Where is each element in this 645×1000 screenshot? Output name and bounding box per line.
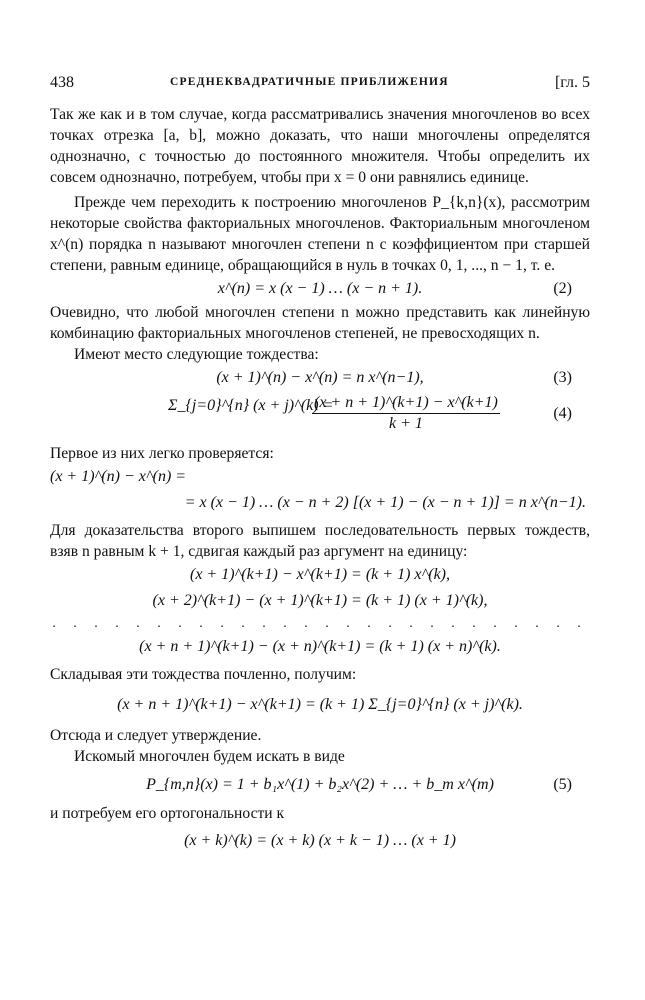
- equation-4-number: (4): [553, 405, 572, 422]
- equation-sum: (x + n + 1)^(k+1) − x^(k+1) = (k + 1) Σ_{j=0}^{n} (x + j)^(k).: [117, 696, 523, 713]
- paragraph-2: Прежде чем переходить к построению многочленов P_{k,n}(x), рассмотрим некоторые свойства факториальных многочленов. Факториальным многочленом x^(n) порядка n называют многочлен степени n с коэффициентом при старшей степени, равным единице, обращающийся в нуль в точках 0, 1, ..., n − 1, т. е.: [50, 194, 590, 274]
- paragraph-4: Имеют место следующие тождества:: [74, 346, 319, 363]
- equation-check-line-1: (x + 1)^(n) − x^(n) =: [50, 468, 187, 485]
- equation-3-number: (3): [553, 369, 572, 386]
- equation-4-denominator: k + 1: [388, 415, 423, 432]
- paragraph-8: Отсюда и следует утверждение.: [50, 727, 262, 744]
- equation-4: [50, 391, 590, 443]
- equation-5-body: P_{m,n}(x) = 1 + b₁x^(1) + b₂x^(2) + … + b_m x^(m): [146, 776, 494, 793]
- equation-4-fraction: [312, 393, 500, 434]
- page-number: 438: [50, 74, 74, 91]
- equation-5-number: (5): [553, 776, 572, 793]
- equation-check-line-2: = x (x − 1) … (x − n + 2) [(x + 1) − (x − n + 1)] = n x^(n−1).: [184, 494, 586, 511]
- equation-2: [50, 276, 590, 302]
- chapter-marker: [гл. 5: [554, 74, 590, 91]
- running-title: СРЕДНЕКВАДРАТИЧНЫЕ ПРИБЛИЖЕНИЯ: [170, 76, 449, 88]
- paragraph-6: Для доказательства второго выпишем последовательность первых тождеств, взяв n равным k + 1, сдвигая каждый раз аргумент на единицу:: [50, 522, 590, 560]
- paragraph-5: Первое из них легко проверяется:: [50, 445, 274, 462]
- book-page: [50, 68, 590, 858]
- equation-3-body: (x + 1)^(n) − x^(n) = n x^(n−1),: [216, 369, 424, 386]
- paragraph-3: Очевидно, что любой многочлен степени n можно представить как линейную комбинацию факториальных многочленов степеней, не превосходящих n.: [50, 304, 590, 342]
- equation-4-lhs: Σ_{j=0}^{n} (x + j)^(k) =: [168, 397, 334, 414]
- sequence-line-2: (x + 2)^(k+1) − (x + 1)^(k+1) = (k + 1) (x + 1)^(k),: [152, 592, 488, 609]
- sequence-line-last: (x + n + 1)^(k+1) − (x + n)^(k+1) = (k + 1) (x + n)^(k).: [139, 638, 501, 655]
- equation-4-numerator: (x + n + 1)^(k+1) − x^(k+1): [312, 393, 500, 414]
- equation-2-body: x^(n) = x (x − 1) … (x − n + 1).: [217, 280, 423, 297]
- sequence-line-1: (x + 1)^(k+1) − x^(k+1) = (k + 1) x^(k),: [189, 566, 451, 583]
- paragraph-7: Складывая эти тождества почленно, получим:: [50, 666, 357, 683]
- paragraph-10: и потребуем его ортогональности к: [50, 805, 285, 822]
- sequence-ellipsis: . . . . . . . . . . . . . . . . . . . . . . . . . .: [52, 616, 588, 631]
- paragraph-9: Искомый многочлен будем искать в виде: [74, 748, 345, 765]
- equation-3: [50, 365, 590, 391]
- paragraph-1: Так же как и в том случае, когда рассматривались значения многочленов во всех точках отрезка [a, b], можно доказать, что наши многочлены определятся однозначно, с точностью до постоянного множителя. Чтобы определить их совсем однозначно, потребуем, чтобы при x = 0 они равнялись единице.: [50, 106, 590, 186]
- equation-last: (x + k)^(k) = (x + k) (x + k − 1) … (x + 1): [184, 832, 456, 849]
- equation-2-number: (2): [553, 280, 572, 297]
- running-header: [50, 68, 590, 96]
- equation-5: [50, 767, 590, 803]
